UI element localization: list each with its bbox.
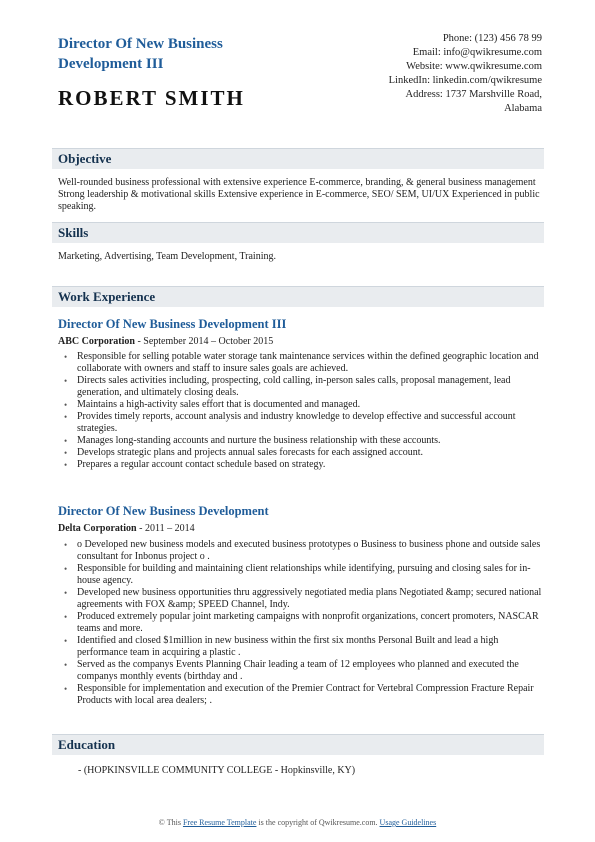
- list-item: • Responsible for selling potable water storage tank maintenance services within the defined geographic location and collaborate with owners and staff to insure sales goals are achieved.: [62, 351, 542, 375]
- footer-middle: is the copyright of Qwikresume.com.: [256, 818, 380, 827]
- list-item: • Develops strategic plans and projects annual sales forecasts for each assigned account.: [62, 447, 542, 459]
- list-item: • Served as the companys Events Planning Chair leading a team of 12 employees who planned and executed the companys monthly events (birthday and .: [62, 659, 542, 683]
- footer-prefix: © This: [158, 818, 183, 827]
- contact-linkedin[interactable]: LinkedIn: linkedin.com/qwikresume: [388, 75, 542, 86]
- list-item: • Prepares a regular account contact schedule based on strategy.: [62, 459, 542, 471]
- job2-bullets: [62, 539, 542, 707]
- job-title: Director Of New Business Development III: [58, 36, 223, 72]
- list-item: • Produced extremely popular joint marketing campaigns with nonprofit organizations, concert promoters, NASCAR teams and more.: [62, 611, 542, 635]
- list-item: • Responsible for implementation and execution of the Premier Contract for Vertebral Compression Fracture Repair Products with local area dealers; .: [62, 683, 542, 707]
- job1-title: Director Of New Business Development III: [58, 317, 287, 331]
- list-item: • Responsible for building and maintaining client relationships while identifying, pursuing and closing sales for in- house agency.: [62, 563, 542, 587]
- contact-email[interactable]: Email: info@qwikresume.com: [412, 47, 542, 58]
- job2-company-line: [58, 523, 195, 534]
- section-skills: [52, 222, 544, 243]
- job2-dates: - 2011 – 2014: [136, 523, 195, 534]
- section-work-experience: [52, 286, 544, 307]
- education-text: - (HOPKINSVILLE COMMUNITY COLLEGE - Hopkinsville, KY): [78, 765, 356, 776]
- job1-dates: - September 2014 – October 2015: [134, 336, 274, 347]
- list-item: • Manages long-standing accounts and nurture the business relationship with these accounts.: [62, 435, 542, 447]
- list-item: • Provides timely reports, account analysis and industry knowledge to develop effective and successful account strategies.: [62, 411, 542, 435]
- contact-block: [312, 32, 542, 116]
- list-item: • Identified and closed $1million in new business within the first six months Personal Built and lead a high performance team in acquiring a plastic .: [62, 635, 542, 659]
- contact-website[interactable]: Website: www.qwikresume.com: [406, 61, 542, 72]
- job1-bullets: [62, 351, 542, 471]
- objective-text: Well-rounded business professional with extensive experience E-commerce, branding, & general business management Strong leadership & motivational skills Extensive experience in E-commerce, SEO/ SEM, UI/UX Experienced in public speaking.: [58, 177, 540, 212]
- job1-company-line: [58, 336, 273, 347]
- contact-phone: Phone: (123) 456 78 99: [442, 33, 542, 44]
- list-item: • o Developed new business models and executed business prototypes o Business to business phone and outside sales consultant for Inbonus project o .: [62, 539, 542, 563]
- section-objective: [52, 148, 544, 169]
- section-title-objective: Objective: [58, 151, 112, 166]
- skills-text: Marketing, Advertising, Team Development, Training.: [58, 251, 276, 262]
- section-title-work: Work Experience: [58, 289, 156, 304]
- footer: [0, 818, 595, 827]
- list-item: • Directs sales activities including, prospecting, cold calling, in-person sales calls, proposal management, lead generation, and ultimately closing deals.: [62, 375, 542, 399]
- list-item: • Developed new business opportunities thru aggressively negotiated media plans Negotiated &amp; secured national agreements with FOX &amp; SPEED Channel, Indy.: [62, 587, 542, 611]
- candidate-name: ROBERT SMITH: [58, 86, 245, 110]
- section-title-education: Education: [58, 737, 116, 752]
- job1-company: ABC Corporation: [58, 336, 135, 347]
- job2-title: Director Of New Business Development: [58, 504, 269, 518]
- section-education: [52, 734, 544, 755]
- free-resume-template-link[interactable]: Free Resume Template: [182, 818, 257, 827]
- contact-address: Address: 1737 Marshville Road,: [405, 89, 542, 100]
- job2-company: Delta Corporation: [58, 523, 137, 534]
- usage-guidelines-link[interactable]: Usage Guidelines: [379, 818, 437, 827]
- section-title-skills: Skills: [58, 225, 89, 240]
- contact-address-line2: Alabama: [504, 103, 542, 114]
- list-item: • Maintains a high-activity sales effort that is documented and managed.: [62, 399, 542, 411]
